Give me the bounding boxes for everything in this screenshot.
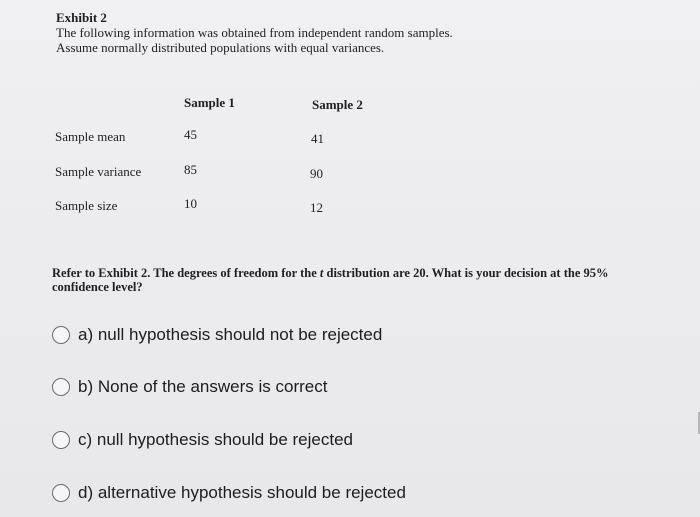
t-symbol: t [319, 266, 324, 280]
exhibit-title: Exhibit 2 [56, 10, 107, 25]
table-cell-size-sample-1: 10 [184, 196, 197, 211]
table-cell-variance-sample-1: 85 [184, 162, 197, 177]
question-text [52, 266, 652, 294]
option-c-label: c) null hypothesis should be rejected [78, 430, 353, 449]
radio-button-d[interactable] [52, 484, 70, 502]
table-cell-variance-sample-2: 90 [310, 166, 323, 181]
option-a-label: a) null hypothesis should not be rejected [78, 325, 383, 344]
table-row-label-variance: Sample variance [55, 164, 142, 179]
table-cell-mean-sample-2: 41 [311, 131, 324, 146]
table-header-sample-2: Sample 2 [312, 97, 363, 112]
option-a[interactable] [52, 323, 382, 347]
option-d[interactable] [52, 481, 406, 505]
table-cell-mean-sample-1: 45 [184, 127, 197, 142]
table-row-label-size: Sample size [55, 198, 118, 213]
radio-button-c[interactable] [52, 431, 70, 449]
option-d-label: d) alternative hypothesis should be rejected [78, 483, 406, 502]
option-b[interactable] [52, 375, 327, 399]
table-row-label-mean: Sample mean [55, 129, 126, 144]
table-header-sample-1: Sample 1 [184, 95, 235, 110]
option-b-label: b) None of the answers is correct [78, 377, 328, 396]
radio-button-a[interactable] [52, 326, 70, 344]
radio-button-b[interactable] [52, 378, 70, 396]
question-text-part-1: Refer to Exhibit 2. The degrees of freedom for the [52, 266, 320, 280]
exhibit-description-line-2: Assume normally distributed populations with equal variances. [56, 40, 385, 55]
exhibit-description-line-1: The following information was obtained from independent random samples. [56, 25, 453, 40]
question-text-part-2: distribution are 20. What is your decision at the 95% [323, 266, 609, 280]
option-c[interactable] [52, 428, 353, 452]
table-cell-size-sample-2: 12 [310, 200, 323, 215]
question-text-part-3: confidence level? [52, 280, 143, 294]
